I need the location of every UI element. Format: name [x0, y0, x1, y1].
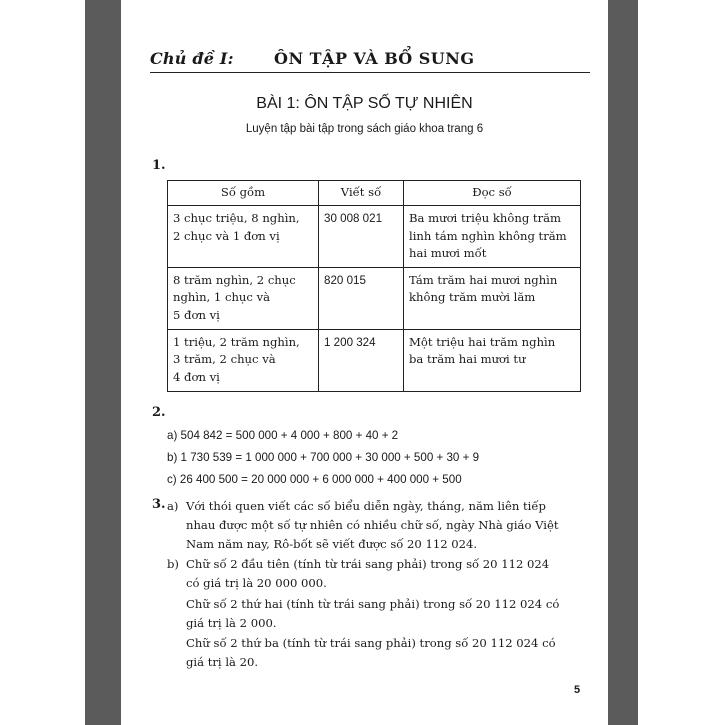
item-label: b)	[167, 451, 178, 464]
lesson-subtitle: Luyện tập bài tập trong sách giáo khoa trang 6	[245, 123, 484, 135]
line: Với thói quen viết các số biểu diễn ngày, tháng, năm liên tiếp	[186, 499, 546, 513]
exercise-2-number: 2.	[152, 405, 166, 420]
item-text: 1 730 539 = 1 000 000 + 700 000 + 30 000 + 500 + 30 + 9	[180, 451, 480, 464]
line: Chữ số 2 thứ hai (tính từ trái sang phải) trong số 20 112 024 có	[186, 597, 560, 611]
item-label: a)	[167, 429, 178, 442]
numbers-table	[167, 180, 581, 392]
line: Chữ số 2 đầu tiên (tính từ trái sang phải) trong số 20 112 024	[186, 557, 550, 571]
cell-composition	[168, 206, 319, 268]
line: 3 trăm, 2 chục và	[173, 352, 276, 366]
table-row	[168, 329, 581, 391]
cell-composition	[168, 267, 319, 329]
header-composition: Số gồm	[168, 181, 319, 206]
line: nhau được một số tự nhiên có nhiều chữ số, ngày Nhà giáo Việt	[186, 518, 559, 532]
table-row	[168, 267, 581, 329]
lesson-title: BÀI 1: ÔN TẬP SỐ TỰ NHIÊN	[256, 95, 473, 112]
chapter-title: ÔN TẬP VÀ BỔ SUNG	[274, 49, 475, 68]
cell-written: 820 015	[319, 267, 404, 329]
line: không trăm mười lăm	[409, 290, 536, 304]
cell-composition	[168, 329, 319, 391]
line: giá trị là 2 000.	[186, 616, 277, 630]
line: 8 trăm nghìn, 2 chục	[173, 272, 296, 287]
exercise-3-number: 3.	[152, 497, 166, 512]
exercise-2a	[167, 429, 398, 442]
line: giá trị là 20.	[186, 655, 259, 669]
line: 4 đơn vị	[173, 369, 220, 384]
cell-written: 1 200 324	[319, 329, 404, 391]
chapter-divider	[150, 72, 590, 73]
page-number: 5	[574, 684, 581, 696]
exercise-1-number: 1.	[152, 158, 166, 173]
left-background-band	[85, 0, 121, 725]
line: 1 triệu, 2 trăm nghìn,	[173, 334, 300, 349]
cell-reading	[404, 206, 581, 268]
line: nghìn, 1 chục và	[173, 290, 271, 304]
table-header-row	[168, 181, 581, 206]
line: Nam năm nay, Rô-bốt sẽ viết được số 20 112 024.	[186, 537, 478, 551]
line: 5 đơn vị	[173, 307, 220, 322]
line: 3 chục triệu, 8 nghìn,	[173, 211, 300, 225]
exercise-3a-text	[186, 497, 559, 554]
exercise-3a-label: a)	[167, 499, 179, 513]
item-text: 26 400 500 = 20 000 000 + 6 000 000 + 400 000 + 500	[179, 473, 462, 486]
right-background-band	[608, 0, 638, 725]
cell-reading	[404, 267, 581, 329]
header-written: Viết số	[319, 181, 404, 206]
item-label: c)	[167, 473, 177, 486]
chapter-label: Chủ đề I:	[150, 49, 234, 68]
line: Tám trăm hai mươi nghìn	[409, 272, 558, 287]
line: có giá trị là 20 000 000.	[186, 576, 327, 590]
exercise-2c	[167, 473, 462, 486]
exercise-2b	[167, 451, 479, 464]
exercise-3b-text	[186, 555, 549, 593]
line: 2 chục và 1 đơn vị	[173, 228, 280, 243]
exercise-3b-second	[186, 595, 559, 633]
line: ba trăm hai mươi tư	[409, 352, 526, 366]
book-page	[121, 0, 608, 725]
header-reading: Đọc số	[404, 181, 581, 206]
line: Một triệu hai trăm nghìn	[409, 334, 556, 349]
line: linh tám nghìn không trăm	[409, 228, 567, 243]
cell-reading	[404, 329, 581, 391]
line: hai mươi mốt	[409, 246, 487, 260]
table-row	[168, 206, 581, 268]
item-text: 504 842 = 500 000 + 4 000 + 800 + 40 + 2	[180, 429, 399, 442]
exercise-3b-third	[186, 634, 556, 672]
cell-written: 30 008 021	[319, 206, 404, 268]
exercise-3b-label: b)	[167, 557, 179, 571]
line: Chữ số 2 thứ ba (tính từ trái sang phải) trong số 20 112 024 có	[186, 636, 556, 650]
line: Ba mươi triệu không trăm	[409, 211, 562, 225]
